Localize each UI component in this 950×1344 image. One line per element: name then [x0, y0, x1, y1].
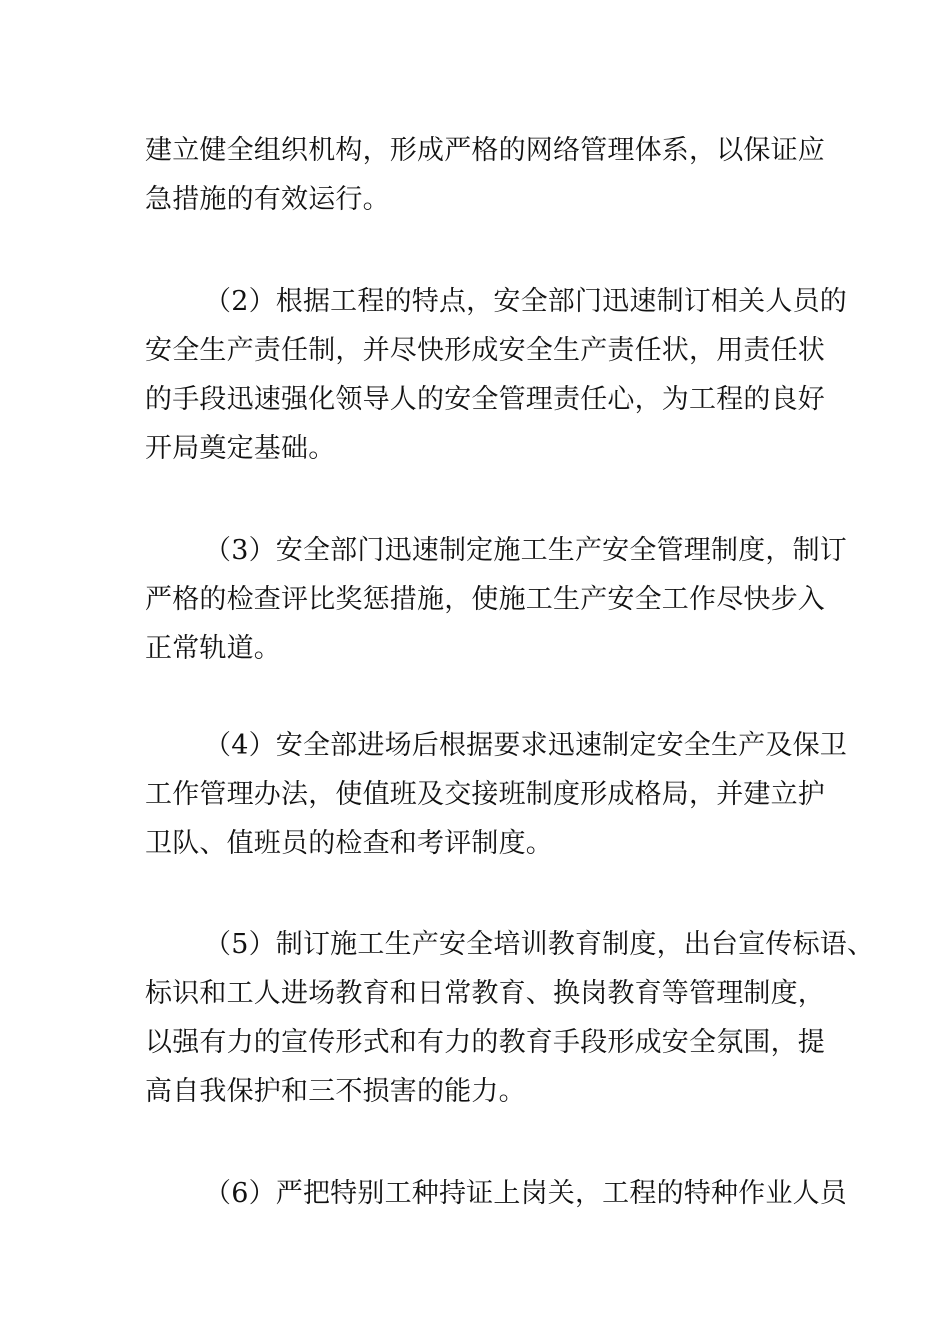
text-line: （3）安全部门迅速制定施工生产安全管理制度，制订 — [204, 535, 847, 566]
text-line: （6）严把特别工种持证上岗关，工程的特种作业人员 — [204, 1178, 847, 1209]
text-line: 标识和工人进场教育和日常教育、换岗教育等管理制度， — [145, 978, 825, 1009]
text-line: 的手段迅速强化领导人的安全管理责任心，为工程的良好 — [145, 384, 825, 415]
text-line: （4）安全部进场后根据要求迅速制定安全生产及保卫 — [204, 730, 847, 761]
text-line: （5）制订施工生产安全培训教育制度，出台宣传标语、 — [204, 929, 875, 960]
paragraph-item-3 — [145, 526, 847, 673]
text-line: 严格的检查评比奖惩措施，使施工生产安全工作尽快步入 — [145, 584, 825, 615]
text-line: 高自我保护和三不损害的能力。 — [145, 1076, 526, 1107]
paragraph-item-4 — [145, 721, 847, 868]
text-line: 建立健全组织机构，形成严格的网络管理体系，以保证应 — [145, 135, 825, 166]
text-line: 工作管理办法，使值班及交接班制度形成格局，并建立护 — [145, 779, 825, 810]
paragraph-item-5 — [145, 920, 875, 1116]
text-line: 开局奠定基础。 — [145, 433, 336, 464]
paragraph-item-2 — [145, 277, 847, 473]
text-line: 以强有力的宣传形式和有力的教育手段形成安全氛围，提 — [145, 1027, 825, 1058]
text-line: 卫队、值班员的检查和考评制度。 — [145, 828, 553, 859]
text-line: 安全生产责任制，并尽快形成安全生产责任状，用责任状 — [145, 335, 825, 366]
paragraph-item-6 — [145, 1169, 847, 1218]
text-line: （2）根据工程的特点，安全部门迅速制订相关人员的 — [204, 286, 847, 317]
text-line: 急措施的有效运行。 — [145, 184, 390, 215]
paragraph-continuation — [145, 126, 825, 224]
text-line: 正常轨道。 — [145, 633, 281, 664]
